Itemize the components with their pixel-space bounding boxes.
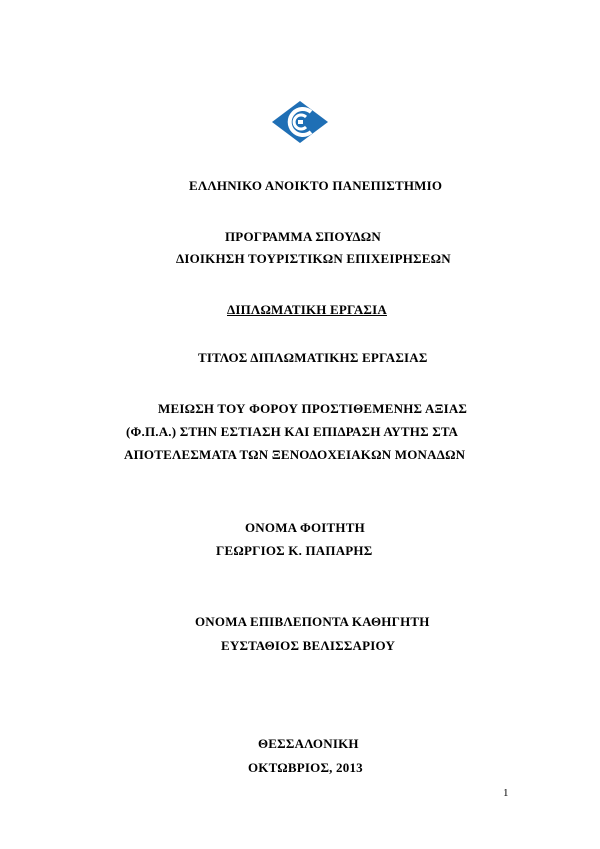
page-number: 1 [503,787,509,799]
title-line-1: ΜΕΙΩΣΗ ΤΟΥ ΦΟΡΟΥ ΠΡΟΣΤΙΘΕΜΕΝΗΣ ΑΞΙΑΣ [158,401,468,416]
title-line-3: ΑΠΟΤΕΛΕΣΜΑΤΑ ΤΩΝ ΞΕΝΟΔΟΧΕΙΑΚΩΝ ΜΟΝΑΔΩΝ [124,447,466,462]
title-line-2: (Φ.Π.Α.) ΣΤΗΝ ΕΣΤΙΑΣΗ ΚΑΙ ΕΠΙΔΡΑΣΗ ΑΥΤΗΣ ΣΤΑ [126,424,459,439]
supervisor-label: ΟΝΟΜΑ ΕΠΙΒΛΕΠΟΝΤΑ ΚΑΘΗΓΗΤΗ [195,614,430,629]
student-label: ΟΝΟΜΑ ΦΟΙΤΗΤΗ [245,520,365,535]
city: ΘΕΣΣΑΛΟΝΙΚΗ [258,736,359,751]
supervisor-name: ΕΥΣΤΑΘΙΟΣ ΒΕΛΙΣΣΑΡΙΟΥ [221,638,396,653]
title-label: ΤΙΤΛΟΣ ΔΙΠΛΩΜΑΤΙΚΗΣ ΕΡΓΑΣΙΑΣ [198,350,428,365]
university-name: ΕΛΛΗΝΙΚΟ ΑΝΟΙΚΤΟ ΠΑΝΕΠΙΣΤΗΜΙΟ [189,178,443,193]
date: ΟΚΤΩΒΡΙΟΣ, 2013 [248,760,363,775]
student-name: ΓΕΩΡΓΙΟΣ Κ. ΠΑΠΑΡΗΣ [216,543,373,558]
program-label: ΠΡΟΓΡΑΜΜΑ ΣΠΟΥΔΩΝ [225,229,381,244]
thesis-heading: ΔΙΠΛΩΜΑΤΙΚΗ ΕΡΓΑΣΙΑ [227,302,387,317]
program-name: ΔΙΟΙΚΗΣΗ ΤΟΥΡΙΣΤΙΚΩΝ ΕΠΙΧΕΙΡΗΣΕΩΝ [176,251,451,266]
university-logo-icon [271,100,329,144]
